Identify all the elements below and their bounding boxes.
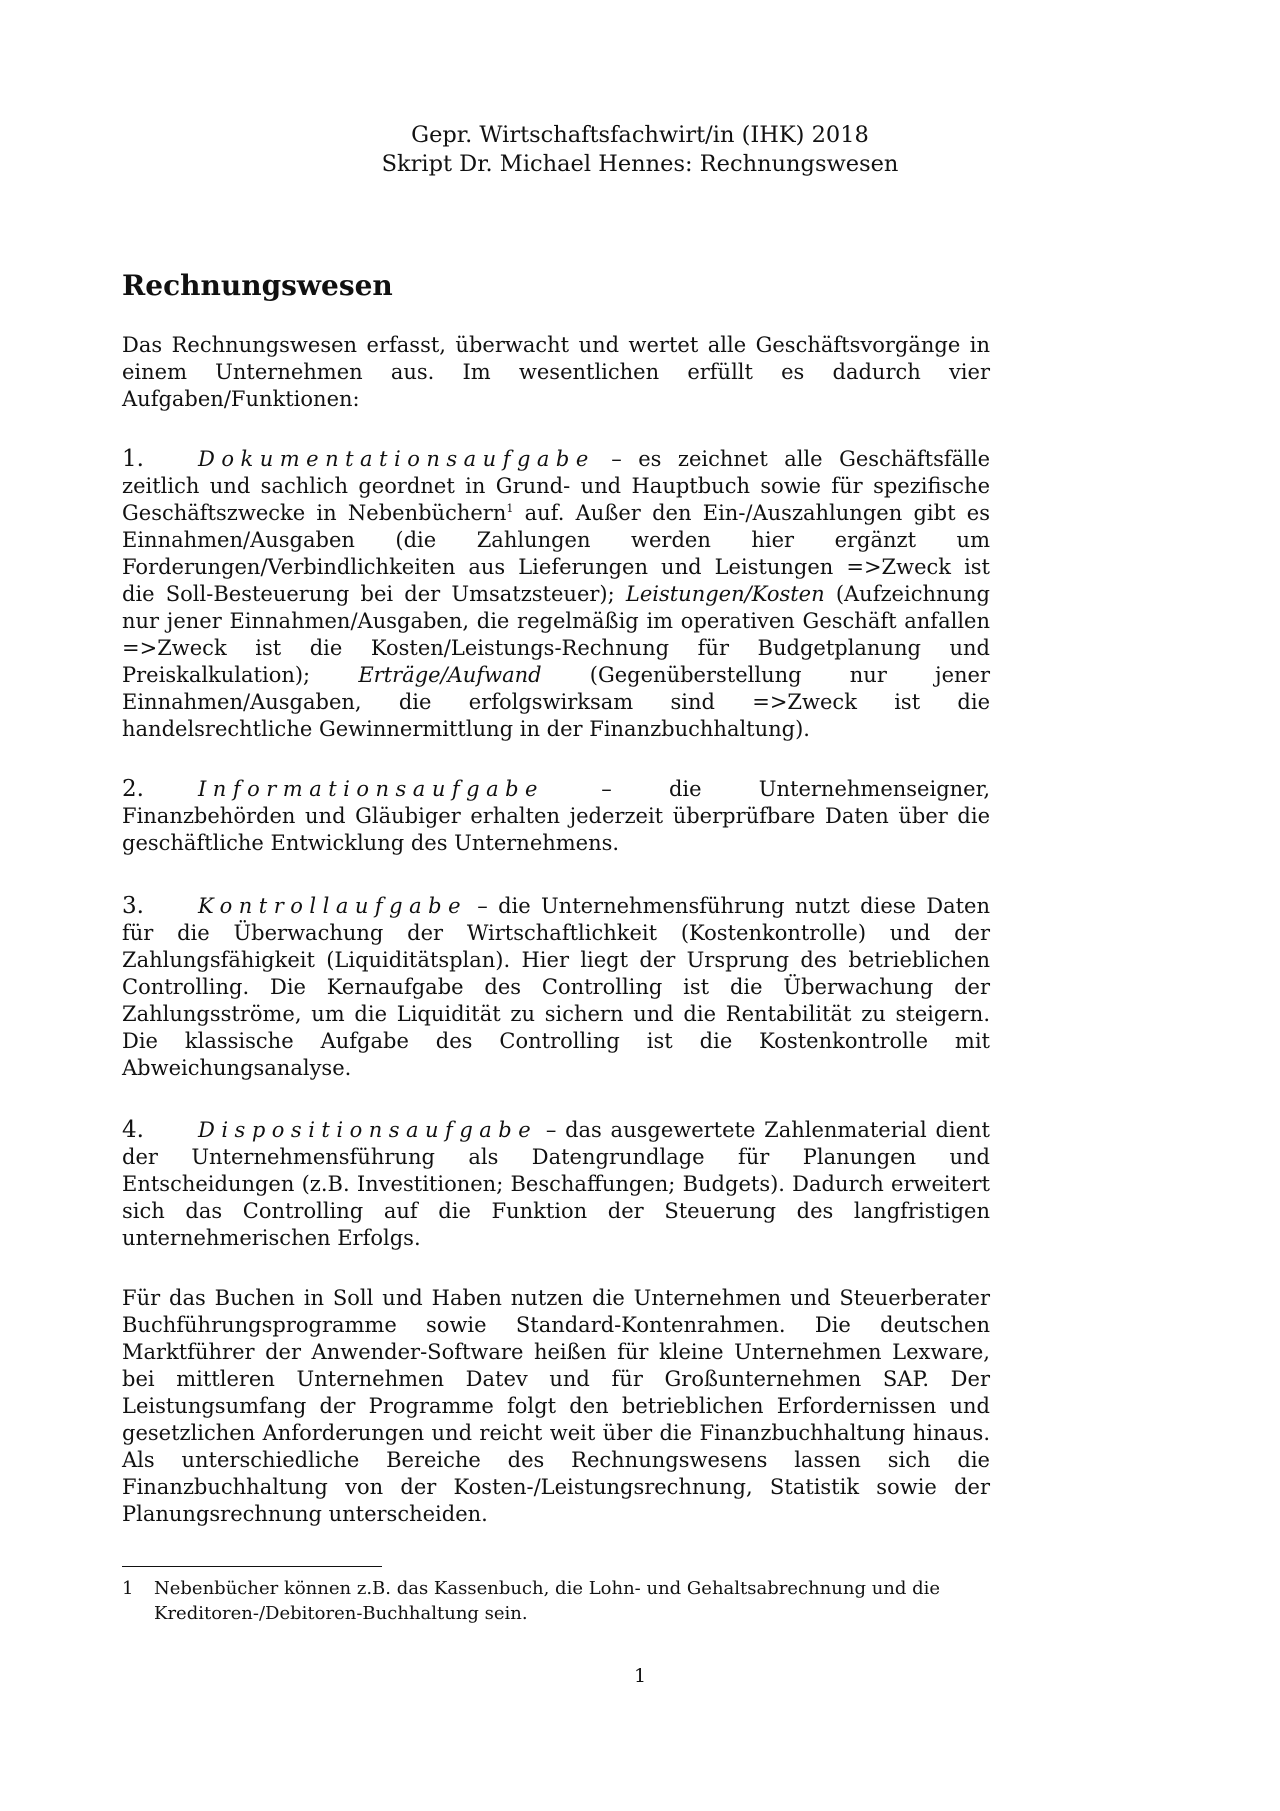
item-1-number: 1. [122,446,144,472]
footnote-text: Nebenbücher können z.B. das Kassenbuch, die Lohn- und Gehaltsabrechnung und die Kreditoren-/Debitoren-Buchhaltung sein. [154,1578,941,1624]
item-3-text: – die Unternehmensführung nutzt diese Daten für die Überwachung der Wirtschaftlichkeit (Kostenkontrolle) und der Zahlungsfähigkeit (Liquiditätsplan). Hier liegt der Ursprung des betrieblichen Controlling. Die Kernaufgabe des Controlling ist die Überwachung der Zahlungsströme, um die Liquidität zu sichern und die Rentabilität zu steigern. Die klassische Aufgabe des Controlling ist die Kostenkontrolle mit Abweichungsanalyse. [122,894,990,1080]
item-4-text: – das ausgewertete Zahlenmaterial dient der Unternehmensführung als Datengrundlage für Planungen und Entscheidungen (z.B. Investitionen; Beschaffungen; Budgets). Dadurch erweitert sich das Controlling auf die Funktion der Steuerung des langfristigen unternehmerischen Erfolgs. [122,1118,990,1250]
item-3-number: 3. [122,893,144,919]
page-number: 1 [633,1665,647,1687]
item-1-term: Dokumentationsaufgabe [198,447,595,471]
footnote [122,1576,990,1626]
item-1-text-d: (Gegenüberstellung nur jener Einnahmen/Ausgaben, die erfolgswirksam sind =>Zweck ist die handelsrechtliche Gewinnermittlung in der Finanzbuchhaltung). [122,663,990,741]
document-title: Rechnungswesen [122,269,393,302]
closing-paragraph: Für das Buchen in Soll und Haben nutzen die Unternehmen und Steuerberater Buchführungsprogramme sowie Standard-Kontenrahmen. Die deutschen Marktführer der Anwender-Software heißen für kleine Unternehmen Lexware, bei mittleren Unternehmen Datev und für Großunternehmen SAP. Der Leistungsumfang der Programme folgt den betrieblichen Erfordernissen und gesetzlichen Anforderungen und reicht weit über die Finanzbuchhaltung hinaus. Als unterschiedliche Bereiche des Rechnungswesens lassen sich die Finanzbuchhaltung von der Kosten-/Leistungsrechnung, Statistik sowie der Planungsrechnung unterscheiden. [122,1286,990,1526]
item-3-paragraph [122,893,990,1082]
item-2-term: Informationsaufgabe [198,777,544,801]
intro-paragraph: Das Rechnungswesen erfasst, überwacht und wertet alle Geschäftsvorgänge in einem Unternehmen aus. Im wesentlichen erfüllt es dadurch vier Aufgaben/Funktionen: [122,333,990,411]
item-4-paragraph [122,1117,990,1252]
item-4-term: Dispositionsaufgabe [198,1118,538,1142]
item-2-paragraph [122,776,990,857]
item-3-term: Kontrollaufgabe [198,894,467,918]
item-1-text-b: auf. Außer den Ein-/Auszahlungen gibt es Einnahmen/Ausgaben (die Zahlungen werden hier ergänzt um Forderungen/Verbindlichkeiten aus Lieferungen und Leistungen =>Zweck ist die Soll-Besteuerung bei der Umsatzsteuer); [122,501,990,606]
item-1-paragraph [122,446,990,743]
page-header [310,121,970,179]
header-line-2: Skript Dr. Michael Hennes: Rechnungswesen [381,151,899,177]
footnote-reference[interactable]: 1 [506,502,514,515]
footnote-number: 1 [122,1578,134,1599]
item-2-text: – die Unternehmenseigner, Finanzbehörden und Gläubiger erhalten jederzeit überprüfbare Daten über die geschäftliche Entwicklung des Unternehmens. [122,777,990,855]
item-1-text-a: – es zeichnet alle Geschäftsfälle zeitlich und sachlich geordnet in Grund- und Hauptbuch sowie für spezifische Geschäftszwecke in Nebenbüchern [122,447,990,525]
item-1-text-c: (Aufzeichnung nur jener Einnahmen/Ausgaben, die regelmäßig im operativen Geschäft anfallen =>Zweck ist die Kosten/Leistungs-Rechnung für Budgetplanung und Preiskalkulation); [122,582,990,687]
item-1-italic-leistungen: Leistungen/Kosten [625,582,825,606]
header-line-1: Gepr. Wirtschaftsfachwirt/in (IHK) 2018 [411,122,869,148]
item-1-italic-ertraege: Erträge/Aufwand [358,663,542,687]
item-4-number: 4. [122,1117,144,1143]
footnote-divider [122,1566,382,1567]
item-2-number: 2. [122,776,144,802]
